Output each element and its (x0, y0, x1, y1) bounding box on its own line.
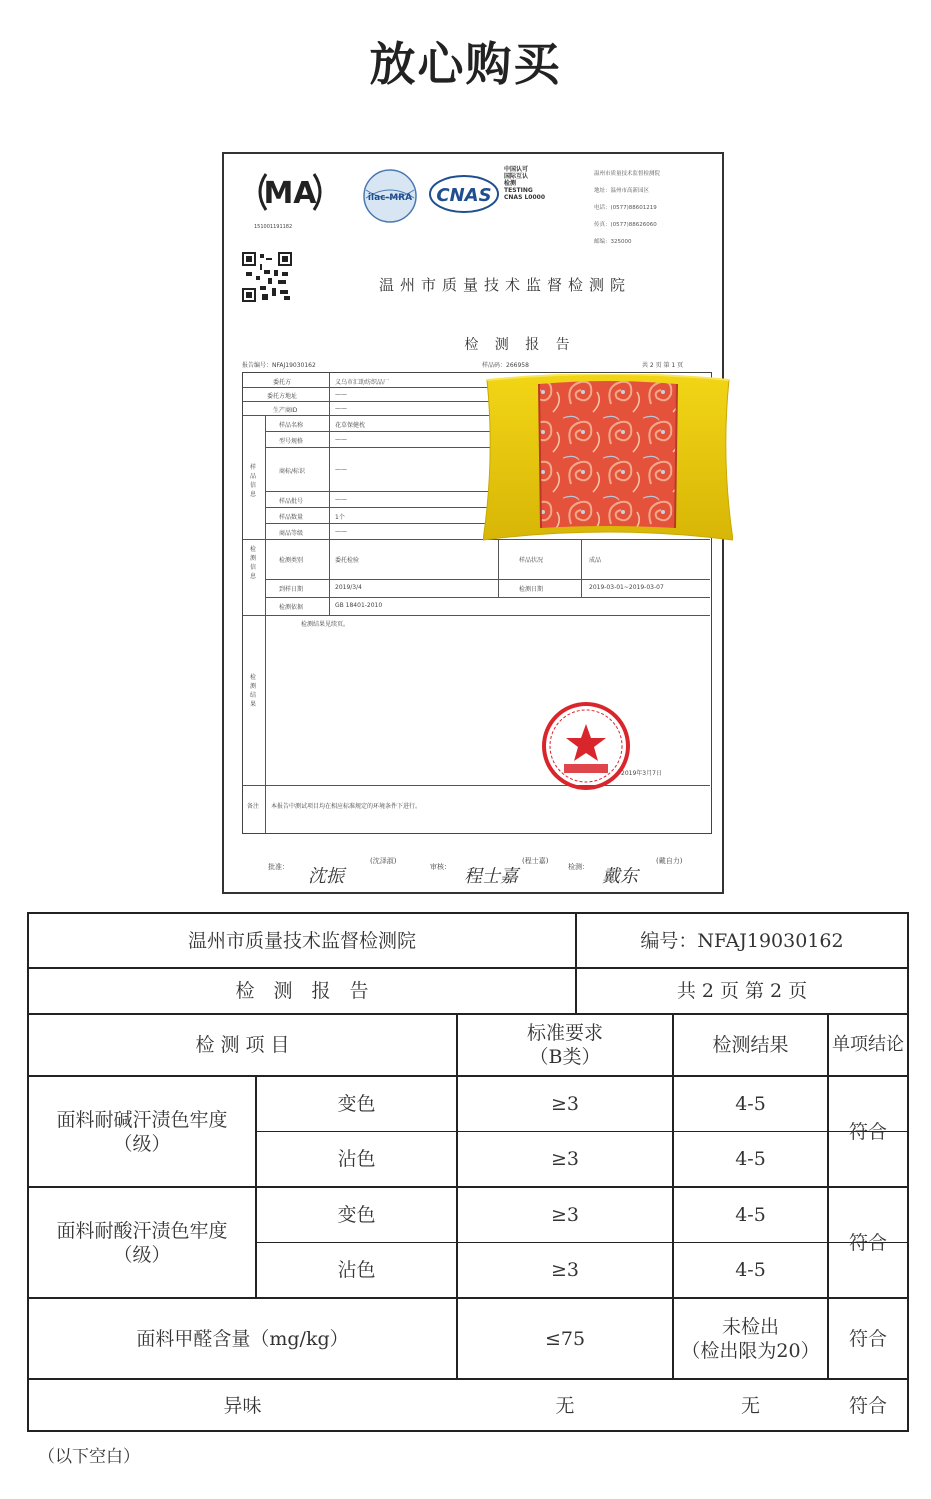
ilac-label: ilac-MRA (367, 193, 413, 203)
formaldehyde-item: 面料甲醛含量（mg/kg） (136, 1327, 349, 1350)
group-acid-conclusion: 符合 (848, 1231, 887, 1254)
result-number: 编号：NFAJ19030162 (640, 929, 844, 952)
lab-address: 温州市质量技术监督检测院 地址：温州市高新园区 电话：(0577)88601219 传真：(0577)88626060 邮编：325000 (594, 171, 661, 245)
group-alkali-conclusion: 符合 (848, 1120, 887, 1143)
table-cell: 4-5 (735, 1148, 766, 1170)
odor-conclusion: 符合 (848, 1395, 887, 1417)
header-conclusion: 单项结论 (832, 1034, 904, 1055)
table-cell: 4-5 (735, 1093, 766, 1115)
result-report-title: 检 测 报 告 (235, 980, 369, 1002)
header-result: 检测结果 (712, 1034, 789, 1056)
odor-result: 无 (740, 1395, 760, 1417)
group-acid-name: 面料耐酸汗渍色牢度 （级） (56, 1219, 228, 1266)
odor-standard: 无 (555, 1395, 575, 1417)
cma-logo-icon (252, 170, 328, 214)
test-result-table (27, 912, 909, 1432)
formaldehyde-conclusion: 符合 (848, 1327, 887, 1350)
cnas-label: CNAS (436, 185, 492, 206)
table-cell: 沾色 (337, 1259, 376, 1281)
official-seal-icon (540, 700, 632, 792)
ilac-logo-icon (362, 168, 418, 224)
table-cell: 沾色 (337, 1148, 376, 1170)
formaldehyde-standard: ≤75 (544, 1327, 586, 1350)
table-cell: 4-5 (735, 1259, 766, 1281)
formaldehyde-result: 未检出 （检出限为20） (681, 1315, 820, 1362)
group-alkali-name: 面料耐碱汗渍色牢度 （级） (56, 1108, 228, 1155)
certificate-institution: 温州市质量技术监督检测院 (378, 276, 631, 294)
table-cell: 变色 (337, 1093, 376, 1115)
cma-number: 151001191182 (254, 224, 293, 230)
table-cell: ≥3 (550, 1093, 579, 1115)
table-cell: ≥3 (550, 1148, 579, 1170)
odor-item: 异味 (223, 1395, 262, 1417)
cnas-logo-icon (428, 174, 500, 214)
header-item: 检 测 项 目 (195, 1034, 290, 1056)
table-cell: ≥3 (550, 1204, 579, 1226)
header-standard: 标准要求 （B类） (526, 1022, 603, 1068)
result-page-info: 共 2 页 第 2 页 (676, 980, 808, 1002)
cnas-subtext: 中国认可 国际互认 检测 TESTING CNAS L0000 (504, 166, 546, 201)
result-institution: 温州市质量技术监督检测院 (187, 929, 416, 952)
table-cell: 4-5 (735, 1204, 766, 1226)
certificate-table: 委托方 义乌市汇助纺织品厂 委托方地址 —— 生产商ID —— 样品信息 样品名称 花草保健枕 型号规格 —— 商标/标识 —— 样品批号 —— 样品数量 1个 商品等级 —— 检测信息 检测类别 委托检验 样品状况 成品 到样日期 2019/3/4 检测日期 2019-03-01~2019-03-07 检测依据 GB 18401-2010 检测结果 检测结果见续页。 2019年3月7日 备注 本报告中测试项目均在相应标准规定的环境条件下进行。 (242, 372, 712, 834)
certificate-scan: MA 151001191182 ilac-MRA CNAS 中国认可 国际互认 检测 TESTING CNAS L0000 温州市质量技术监督检测院 地址：温州市高新园区 电话：(0577)88601219 传真：(0577)88626060 邮编：325000 温州市质量技术监督检测院 检 测 报 告 报告编号：NFAJ19030162 样品码：266958 共 2 页 第 1 页 委托方 义乌市汇助纺织品厂 委托方地址 —— 生产商ID —— 样品信息 样品名称 花草保健枕 型号规格 —— 商标/标识 —— 样品批号 —— 样品数量 1个 商品等级 —— 检测信息 检测类别 委托检验 样品状况 成品 到样日期 2019/3/4 检测日期 2019-03-01~2019-03-07 检测依据 GB 18401-2010 检测结果 检测结果见续页。 2019年3月7日 备注 本报告中测试项目均在相应标准规定的环境条件下进行。 批准： 沈振 (沈泽淑) 审核： 程士嘉 (程士嘉) 检测： 戴东 (戴自力) (222, 152, 724, 894)
pillow-product-image (483, 374, 733, 544)
page-title: 放心购买 (369, 37, 562, 91)
table-cell: 变色 (337, 1204, 376, 1226)
table-cell: ≥3 (550, 1259, 579, 1281)
certificate-report-title: 检 测 报 告 (464, 337, 576, 353)
cma-label: MA (263, 176, 317, 211)
blank-below-note: （以下空白） (38, 1447, 140, 1467)
